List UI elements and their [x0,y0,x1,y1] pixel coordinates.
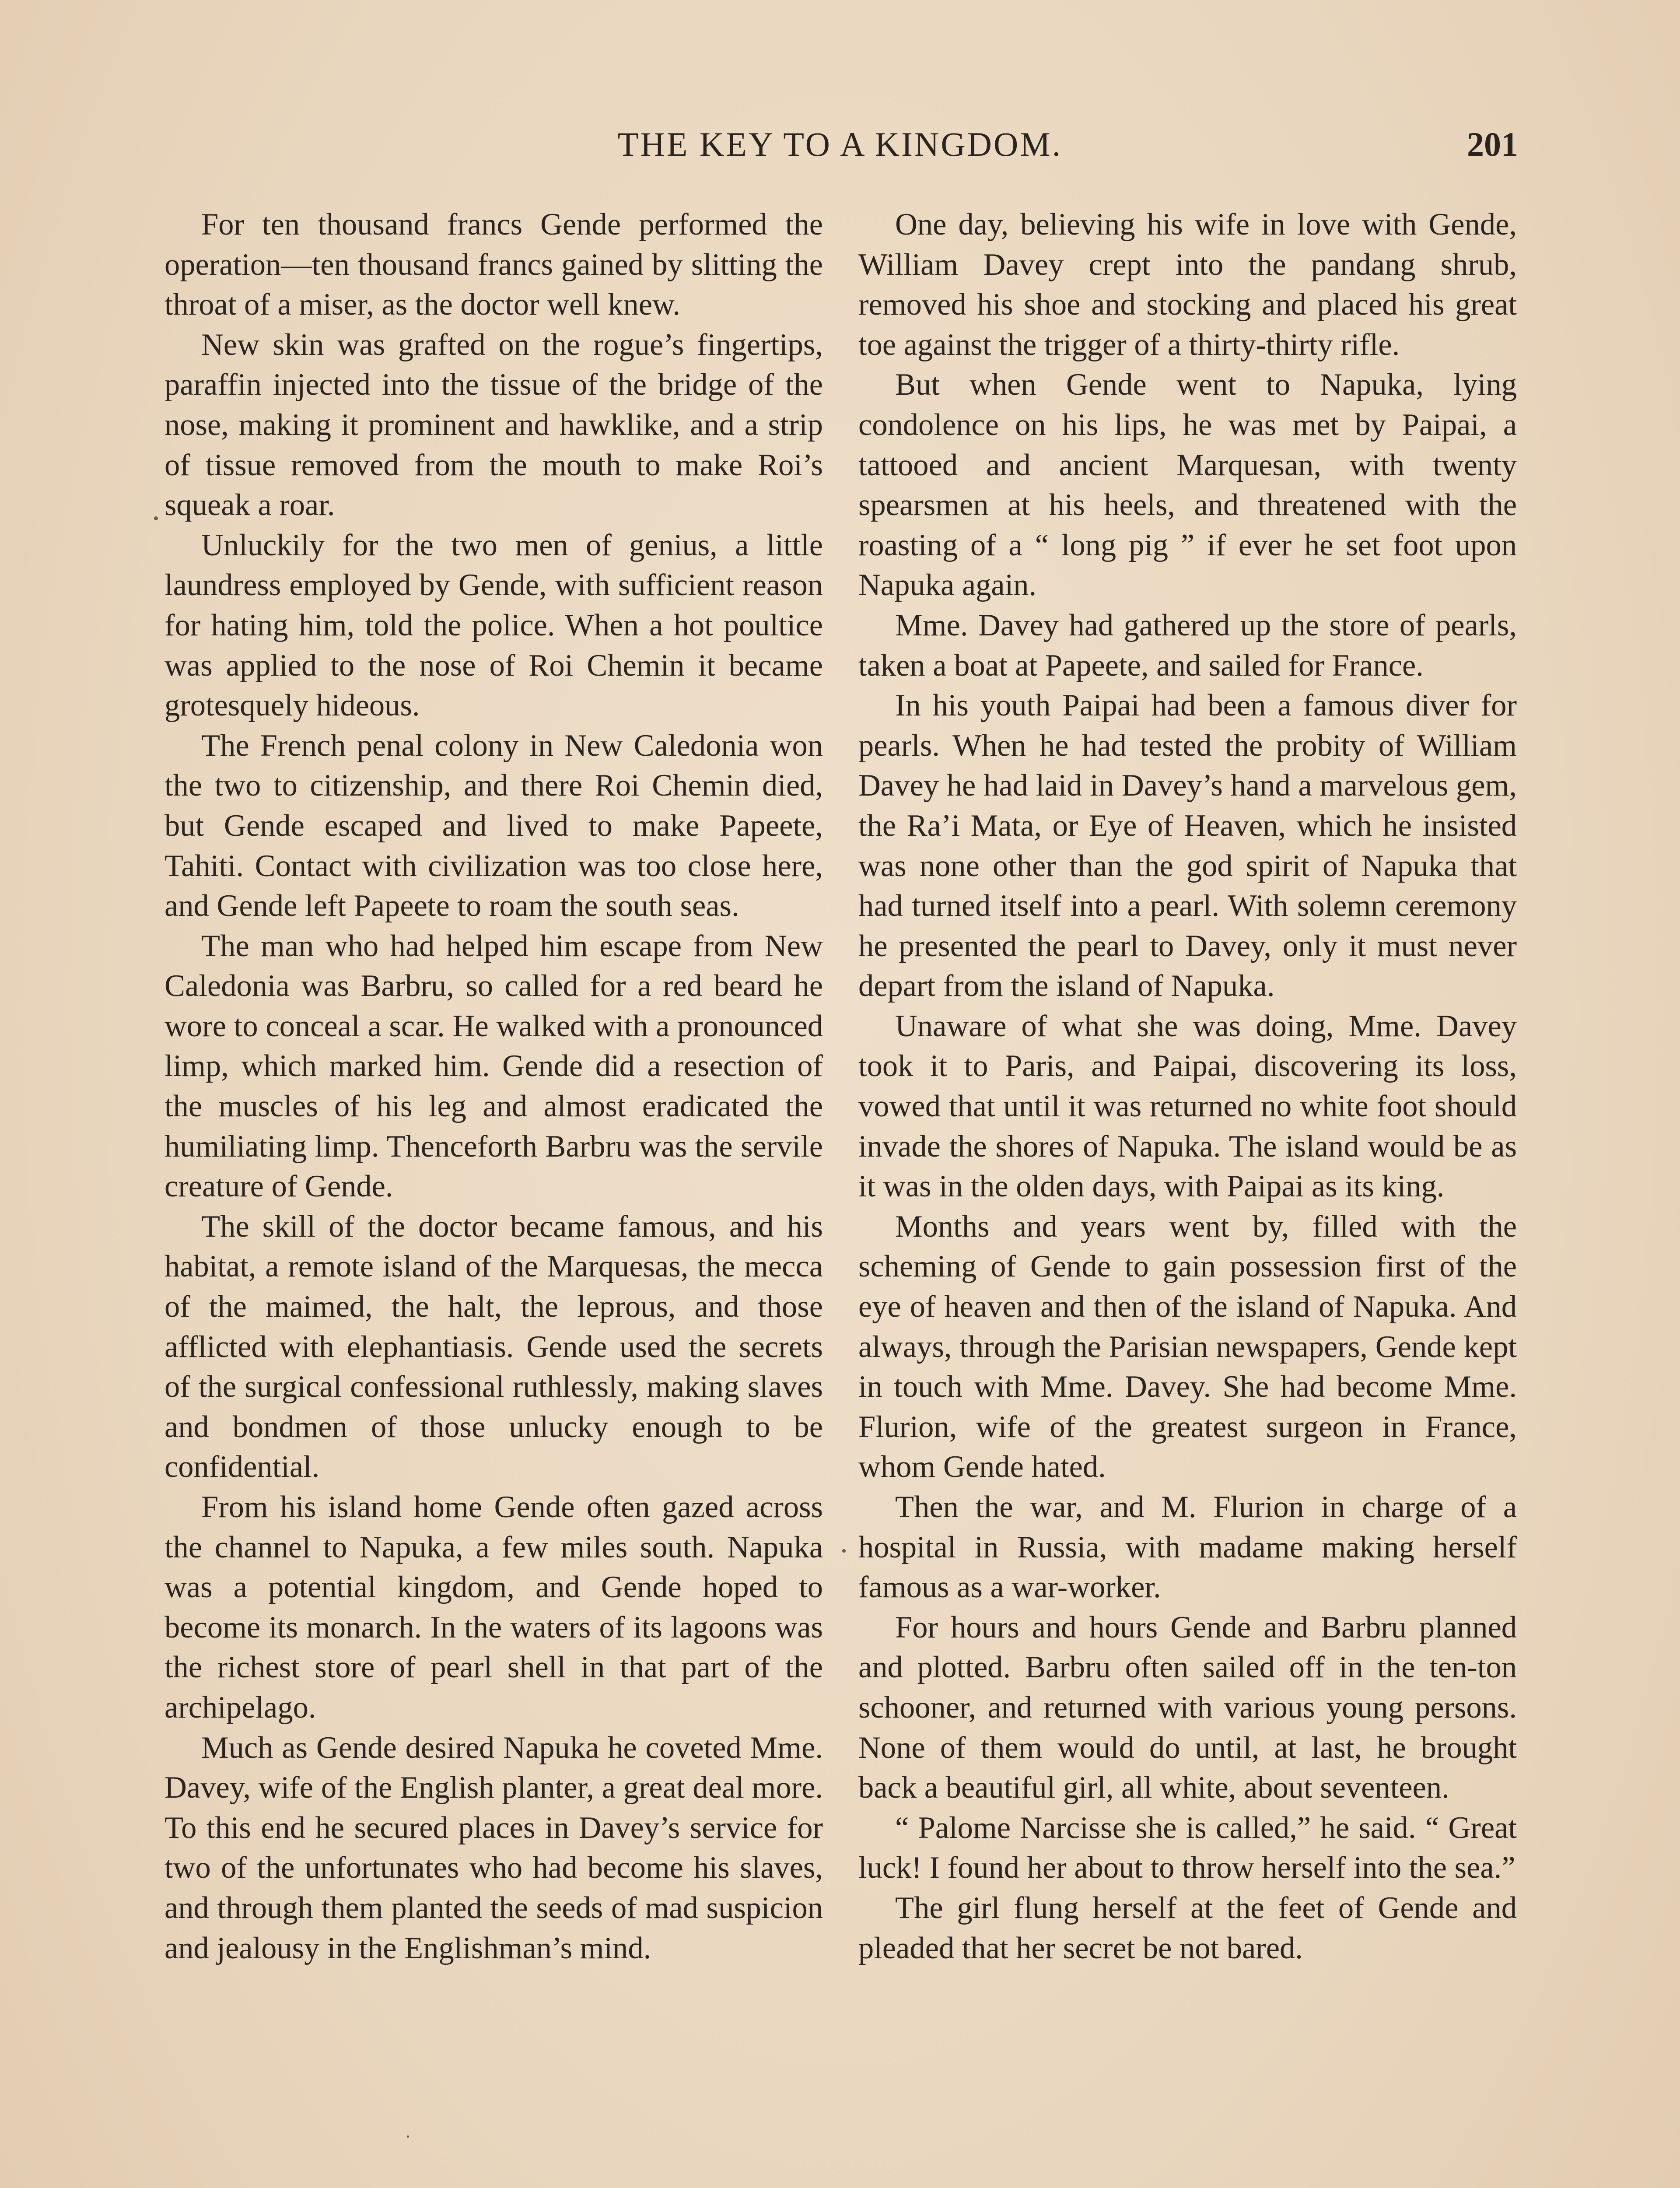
left-column [164,205,823,1968]
paragraph: Then the war, and M. Flurion in charge of a hospital in Russia, with madame making herself famous as a war-worker. [858,1490,1517,1605]
paragraph: One day, believing his wife in love with Gende, William Davey crept into the pandang shrub, removed his shoe and stocking and placed his great toe against the trigger of a thirty-thirty rifle. [858,207,1517,362]
paragraph: Months and years went by, filled with the scheming of Gende to gain possession first of the eye of heaven and then of the island of Napuka. And always, through the Parisian newspapers, Gende kept in touch with Mme. Davey. She had become Mme. Flurion, wife of the greatest surgeon in France, whom Gende hated. [858,1209,1517,1484]
paragraph: The French penal colony in New Caledonia won the two to citizenship, and there Roi Chemin died, but Gende escaped and lived to make Papeete, Tahiti. Contact with civilization was too close here, and Gende left Papeete to roam the south seas. [164,728,823,923]
paragraph: The girl flung herself at the feet of Gende and pleaded that her secret be not bared. [858,1890,1517,1965]
paper-speck [154,516,158,520]
page-number: 201 [1467,125,1518,163]
paragraph: Mme. Davey had gathered up the store of pearls, taken a boat at Papeete, and sailed for France. [858,608,1517,683]
paragraph: New skin was grafted on the rogue’s fingertips, paraffin injected into the tissue of the bridge of the nose, making it prominent and hawklike, and a strip of tissue removed from the mouth to make Roi’s squeak a roar. [164,327,823,522]
paragraph: Unaware of what she was doing, Mme. Davey took it to Paris, and Paipai, discovering its loss, vowed that until it was returned no white foot should invade the shores of Napuka. The island would be as it was in the olden days, with Paipai as its king. [858,1009,1517,1204]
paragraph: From his island home Gende often gazed across the channel to Napuka, a few miles south. Napuka was a potential kingdom, and Gende hoped to become its monarch. In the waters of its lagoons was the richest store of pearl shell in that part of the archipelago. [164,1490,823,1725]
paragraph: Unluckily for the two men of genius, a little laundress employed by Gende, with sufficient reason for hating him, told the police. When a hot poultice was applied to the nose of Roi Chemin it became grotesquely hideous. [164,528,823,723]
paragraph: Much as Gende desired Napuka he coveted Mme. Davey, wife of the English planter, a great deal more. To this end he secured places in Davey’s service for two of the unfortunates who had become his slaves, and through them planted the seeds of mad suspicion and jealousy in the Englishman’s mind. [164,1730,823,1965]
paper-speck [407,2135,409,2138]
right-column [858,205,1517,1968]
paper-speck [842,1549,846,1553]
running-title: THE KEY TO A KINGDOM. [617,125,1063,163]
paragraph: The skill of the doctor became famous, and his habitat, a remote island of the Marquesas, the mecca of the maimed, the halt, the leprous, and those afflicted with elephantiasis. Gende used the secrets of the surgical confessional ruthlessly, making slaves and bondmen of those unlucky enough to be confidential. [164,1209,823,1484]
paragraph: The man who had helped him escape from New Caledonia was Barbru, so called for a red beard he wore to conceal a scar. He walked with a pronounced limp, which marked him. Gende did a resection of the muscles of his leg and almost eradicated the humiliating limp. Thenceforth Barbru was the servile creature of Gende. [164,929,823,1204]
paragraph: For ten thousand francs Gende performed the operation—ten thousand francs gained by slitting the throat of a miser, as the doctor well knew. [164,207,823,322]
paragraph: But when Gende went to Napuka, lying condolence on his lips, he was met by Paipai, a tattooed and ancient Marquesan, with twenty spearsmen at his heels, and threatened with the roasting of a “ long pig ” if ever he set foot upon Napuka again. [858,368,1517,603]
page-header [162,125,1518,177]
paragraph: For hours and hours Gende and Barbru planned and plotted. Barbru often sailed off in the ten-ton schooner, and returned with various young persons. None of them would do until, at last, he brought back a beautiful girl, all white, about seventeen. [858,1610,1517,1805]
paragraph: “ Palome Narcisse she is called,” he said. “ Great luck! I found her about to throw herself into the sea.” [858,1810,1517,1885]
paragraph: In his youth Paipai had been a famous diver for pearls. When he had tested the probity of William Davey he had laid in Davey’s hand a marvelous gem, the Ra’i Mata, or Eye of Heaven, which he insisted was none other than the god spirit of Napuka that had turned itself into a pearl. With solemn ceremony he presented the pearl to Davey, only it must never depart from the island of Napuka. [858,688,1517,1003]
